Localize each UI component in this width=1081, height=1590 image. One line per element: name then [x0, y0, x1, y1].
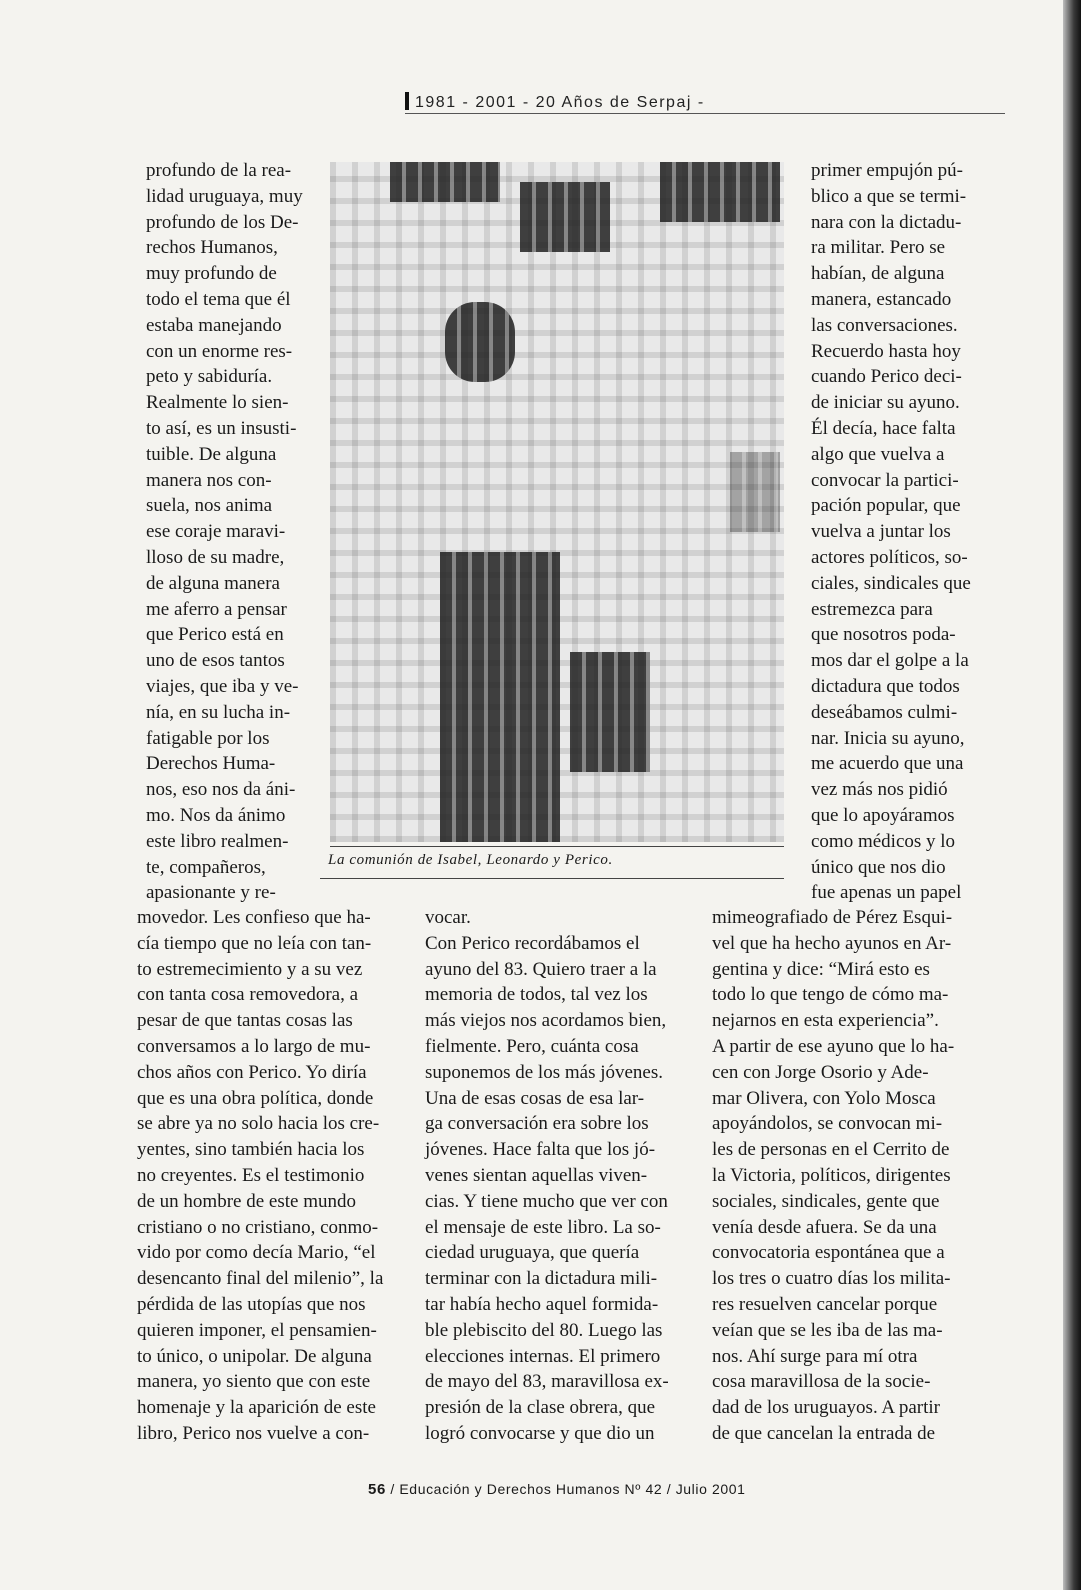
photo-foliage	[390, 162, 500, 202]
photo-figure-head	[445, 302, 515, 382]
photo-figure-shadow	[570, 652, 650, 772]
header-text: 1981 - 2001 - 20 Años de Serpaj -	[415, 94, 705, 111]
photo-caption: La comunión de Isabel, Leonardo y Perico.	[328, 852, 613, 868]
halftone-photo	[330, 162, 784, 842]
running-header	[405, 92, 1005, 112]
text-column-middle-bottom: vocar. Con Perico recordábamos el ayuno del 83. Quiero traer a la memoria de todos, tal vez los más viejos nos acordamos bien, fielmente. Pero, cuánta cosa suponemos de los más jóvenes. Una de esas cosas de esa lar- ga conversación era sobre los jóvenes. Hace falta que los jó- venes sientan aquellas viven- cias. Y tiene mucho que ver con el mensaje de este libro. La so- ciedad uruguaya, que quería terminar con la dictadura mili- tar había hecho aquel formida- ble plebiscito del 80. Luego las elecciones internas. El primero de mayo del 83, maravillosa ex- presión de la clase obrera, que logró convocarse y que dio un	[425, 907, 669, 1444]
scan-edge-shadow	[1063, 0, 1081, 1590]
footer-text: / Educación y Derechos Humanos Nº 42 / Julio 2001	[390, 1481, 746, 1497]
text-column-left-top: profundo de la rea- lidad uruguaya, muy profundo de los De- rechos Humanos, muy profundo de todo el tema que él estaba manejando con un enorme res- peto y sabiduría. Realmente lo sien- to así, es un insusti- tuible. De alguna manera nos con- suela, nos anima ese coraje maravi- lloso de su madre, de alguna manera me aferro a pensar que Perico está en uno de esos tantos viajes, que iba y ve- nía, en su lucha in- fatigable por los Derechos Huma- nos, eso nos da áni- mo. Nos da ánimo este libro realmen- te, compañeros, apasionante y re-	[146, 160, 303, 904]
photo-background-object	[730, 452, 780, 532]
caption-rule-bottom	[320, 878, 784, 879]
photo-figure-body	[440, 552, 560, 842]
text-column-right-bottom: mimeografiado de Pérez Esqui- vel que ha hecho ayunos en Ar- gentina y dice: “Mirá esto es todo lo que tengo de cómo ma- nejarnos en esta experiencia”. A partir de ese ayuno que lo ha- cen con Jorge Osorio y Ade- mar Olivera, con Yolo Mosca apoyándolos, se convocan mi- les de personas en el Cerrito de la Victoria, políticos, dirigentes sociales, sindicales, gente que venía desde afuera. Se da una convocatoria espontánea que a los tres o cuatro días los milita- res resuelven cancelar porque veían que se les iba de las ma- nos. Ahí surge para mí otra cosa maravillosa de la socie- dad de los uruguayos. A partir de que cancelan la entrada de	[712, 907, 955, 1444]
header-rule	[405, 113, 1005, 114]
photo-foliage	[520, 182, 610, 252]
header-bar-mark	[405, 92, 409, 110]
caption-rule-top	[330, 846, 784, 847]
page-number: 56	[368, 1481, 386, 1498]
text-column-right-top: primer empujón pú- blico a que se termi- nara con la dictadu- ra militar. Pero se habían, de alguna manera, estancado las conversaciones. Recuerdo hasta hoy cuando Perico deci- de iniciar su ayuno. Él decía, hace falta algo que vuelva a convocar la partici- pación popular, que vuelva a juntar los actores políticos, so- ciales, sindicales que estremezca para que nosotros poda- mos dar el golpe a la dictadura que todos deseábamos culmi- nar. Inicia su ayuno, me acuerdo que una vez más nos pidió que lo apoyáramos como médicos y lo único que nos dio fue apenas un papel	[811, 160, 971, 904]
photo-foliage	[660, 162, 780, 222]
text-column-left-bottom: movedor. Les confieso que ha- cía tiempo que no leía con tan- to estremecimiento y a su vez con tanta cosa removedora, a pesar de que tantas cosas las conversamos a lo largo de mu- chos años con Perico. Yo diría que es una obra política, donde se abre ya no solo hacia los cre- yentes, sino también hacia los no creyentes. Es el testimonio de un hombre de este mundo cristiano o no cristiano, conmo- vido por como decía Mario, “el desencanto final del milenio”, la pérdida de las utopías que nos quieren imponer, el pensamien- to único, o unipolar. De alguna manera, yo siento que con este homenaje y la aparición de este libro, Perico nos vuelve a con-	[137, 907, 384, 1444]
page-footer	[368, 1481, 968, 1498]
